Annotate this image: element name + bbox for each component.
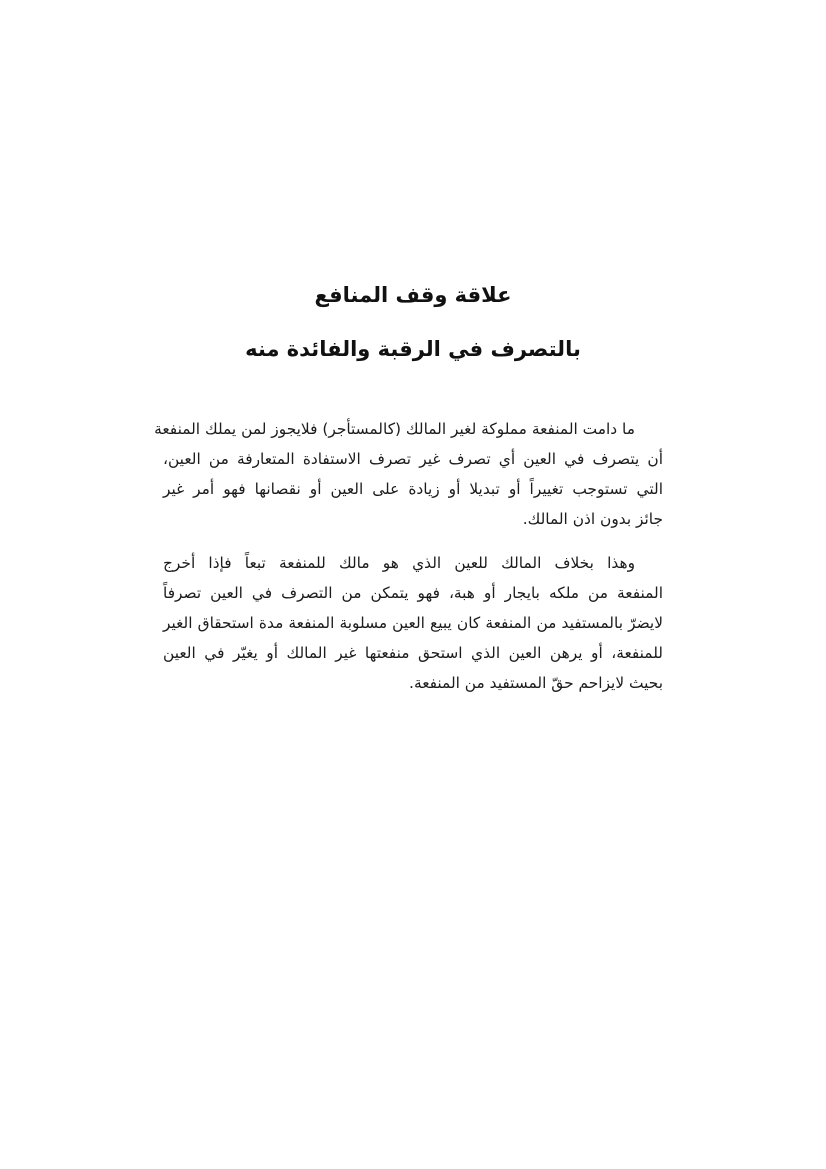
paragraph-line: المنفعة من ملكه بايجار أو هبة، فهو يتمكن من التصرف في العين تصرفاً: [163, 584, 663, 602]
page-title: علاقة وقف المنافع: [314, 283, 512, 307]
paragraph-line: لايضرّ بالمستفيد من المنفعة كان يبيع العين مسلوبة المنفعة مدة استحقاق الغير: [163, 614, 663, 632]
paragraph-line: التي تستوجب تغييراً أو تبديلا أو زيادة على العين أو نقصانها فهو أمر غير: [163, 480, 663, 498]
paragraph-line: جائز بدون اذن المالك.: [522, 510, 663, 528]
paragraph-line: بحيث لايزاحم حقّ المستفيد من المنفعة.: [409, 674, 663, 692]
title-block: [0, 282, 826, 362]
paragraph-line: ما دامت المنفعة مملوكة لغير المالك (كالمستأجر) فلايجوز لمن يملك المنفعة: [154, 420, 635, 438]
page-subtitle: بالتصرف في الرقبة والفائدة منه: [245, 337, 581, 361]
paragraph-2: [163, 548, 663, 698]
paragraph-1: [154, 414, 663, 534]
paragraph-line: أن يتصرف في العين أي تصرف غير تصرف الاستفادة المتعارفة من العين،: [163, 450, 663, 468]
paragraph-line: للمنفعة، أو يرهن العين الذي استحق منفعتها غير المالك أو يغيّر في العين: [163, 644, 663, 662]
paragraph-line: وهذا بخلاف المالك للعين الذي هو مالك للمنفعة تبعاً فإذا أخرج: [163, 554, 635, 572]
body-text: [154, 414, 663, 698]
